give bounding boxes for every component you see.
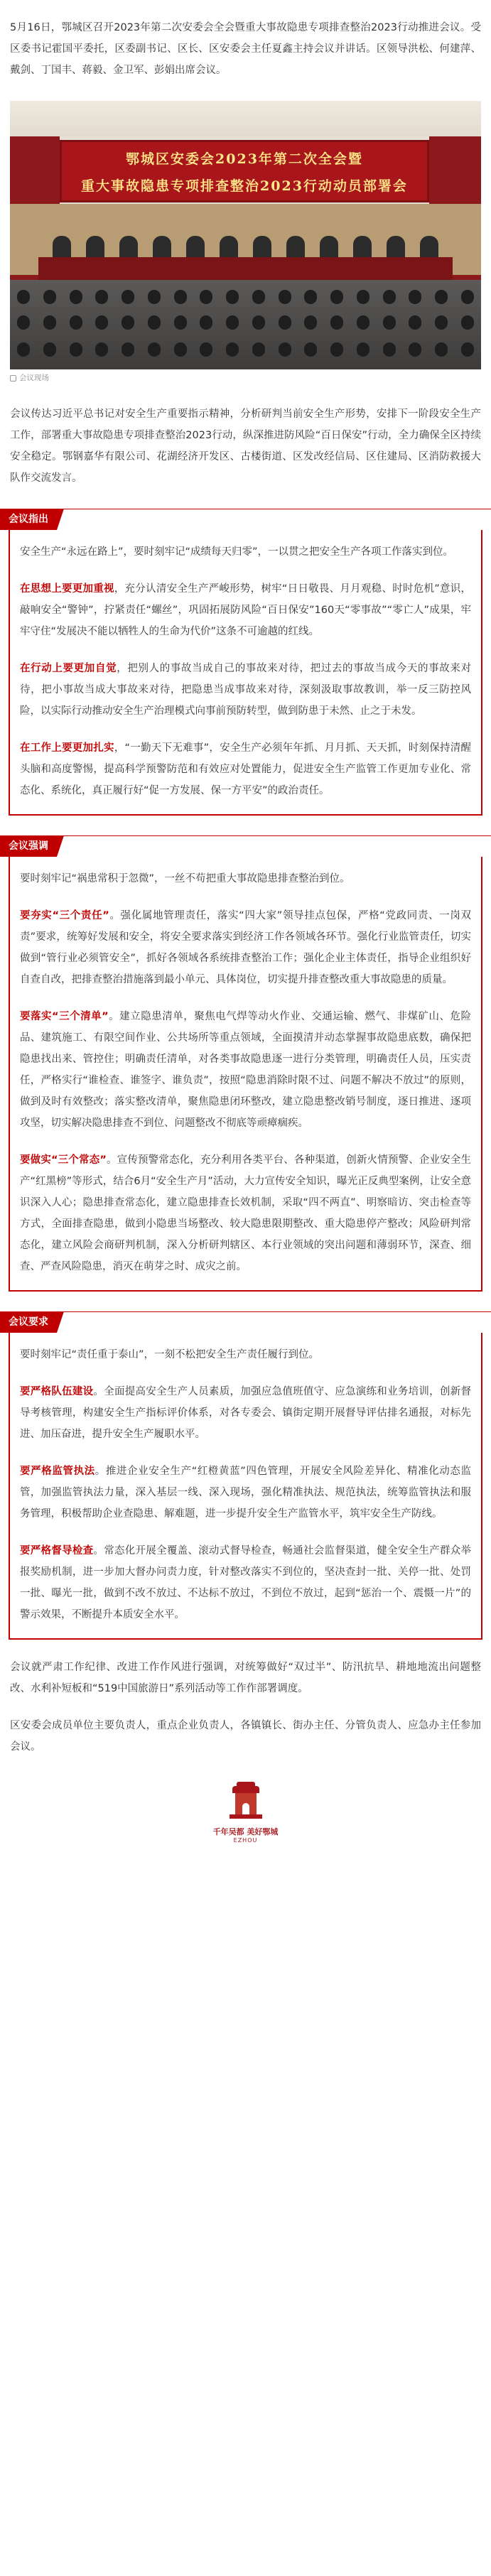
image-icon (10, 375, 16, 381)
section-intro-2: 要时刻牢记“祸患常积于忽微”，一丝不苟把重大事故隐患排查整治到位。 (20, 873, 350, 884)
section-2-item-1: 要夯实“三个责任”。强化属地管理责任，落实“四大家”领导挂点包保，严格“党政同责、一岗双责”要求，统筹好发展和安全，将安全要求落实到经济工作各领域各环节。强化行业监管责任，切实做到“管行业必须管安全”，抓好各领域各系统排查整治工作；强化企业主体责任，指导企业组织好自查自改，把排查整治措施落到最小单元、具体岗位，切实提升排查整改重大事故隐患的质量。 (20, 910, 471, 985)
section-1-item-3: 在工作上要更加扎实，“一勤天下无难事”，安全生产必须年年抓、月月抓、天天抓，时刻保持清醒头脑和高度警惕，提高科学预警防范和有效应对处置能力，促进安全生产监管工作更加专业化、常态化、系统化，真正履行好“促一方发展、保一方平安”的政治责任。 (20, 742, 471, 796)
banner-line-2: 重大事故隐患专项排查整治2023行动动员部署会 (81, 178, 408, 194)
section-header-3 (10, 1311, 481, 1333)
section-1-item-2: 在行动上要更加自觉，把别人的事故当成自己的事故来对待，把过去的事故当成今天的事故来对待，把小事故当成大事故来对待，把隐患当成事故来对待，深刻汲取事故教训，举一反三防控风险，以实际行动推动安全生产治理模式向事前预防转型，做到防患于未然、止之于未发。 (20, 663, 472, 717)
closing (10, 1657, 481, 1758)
section-box-3 (9, 1333, 482, 1640)
photo-banner (60, 140, 429, 202)
ezhou-logo (228, 1782, 264, 1824)
photo-ceiling (10, 101, 481, 136)
section-title-2: 会议强调 (0, 835, 57, 857)
footer-slogan: 千年吴都 美好鄂城 (212, 1827, 279, 1836)
section-header-1 (10, 509, 481, 530)
section-title-3: 会议要求 (0, 1311, 57, 1333)
intro-paragraph: 5月16日，鄂城区召开2023年第二次安委会全会暨重大事故隐患专项排查整治2023行动推进会议。受区委书记霍国平委托，区委副书记、区长、区安委会主任夏鑫主持会议并讲话。区领导洪松、何建萍、戴剑、丁国丰、蒋毅、金卫军、彭娟出席会议。 (10, 22, 481, 76)
section-box-1 (9, 530, 482, 816)
section-box-2 (9, 857, 482, 1292)
footer-sub: EZHOU (233, 1837, 258, 1844)
section-3-item-1: 要严格队伍建设。全面提高安全生产人员素质，加强应急值班值守、应急演练和业务培训，创新督导考核管理，构建安全生产指标评价体系，对各专委会、镇街定期开展督导评估排名通报，对标先进、加压奋进，提升安全生产履职水平。 (20, 1386, 472, 1440)
section-intro-1: 安全生产“永远在路上”，要时刻牢记“成绩每天归零”，一以贯之把安全生产各项工作落实到位。 (20, 546, 454, 558)
section-header-2 (10, 835, 481, 857)
section-3-item-3: 要严格督导检查。常态化开展全覆盖、滚动式督导检查，畅通社会监督渠道，健全安全生产群众举报奖励机制，进一步加大督办问责力度，针对整改落实不到位的，坚决查封一批、关停一批、处罚一批、曝光一批，做到不改不放过、不达标不放过，不到位不放过，起到“惩治一个、震慑一片”的警示效果，不断提升本质安全水平。 (20, 1545, 472, 1620)
closing-paragraph-1: 会议就严肃工作纪律、改进工作作风进行强调，对统筹做好“双过半”、防汛抗旱、耕地地流出问题整改、水利补短板和“519中国旅游日”系列活动等工作作部署调度。 (10, 1662, 481, 1694)
photo-rostrum-people (53, 236, 438, 260)
photo-rostrum-table (38, 257, 453, 280)
photo-caption-text: 会议现场 (19, 374, 49, 382)
section-1-item-1: 在思想上要更加重视，充分认清安全生产严峻形势，树牢“日日敬畏、月月观稳、时时危机”意识，敲响安全“警钟”，拧紧责任“螺丝”，巩固拓展防风险“百日保安”160天“零事故”“零亡人”成果，牢牢守住“发展决不能以牺牲人的生命为代价”这条不可逾越的红线。 (20, 583, 471, 637)
photo-audience (10, 280, 481, 369)
photo-caption (10, 372, 481, 384)
footer (10, 1782, 481, 1853)
summary-paragraph: 会议传达习近平总书记对安全生产重要指示精神，分析研判当前安全生产形势，安排下一阶段安全生产工作，部署重大事故隐患专项排查整治2023行动，纵深推进防风险“百日保安”行动，全力确保全区持续安全稳定。鄂钢嘉华有限公司、花湖经济开发区、古楼街道、区发改经信局、区住建局、区消防救援大队作交流发言。 (10, 408, 481, 484)
section-3-item-2: 要严格监管执法。推进企业安全生产“红橙黄蓝”四色管理，开展安全风险差异化、精准化动态监管，加强监管执法力量，深入基层一线、深入现场，强化精准执法、规范执法，统筹监管执法和服务管理，积极帮助企业查隐患、解难题，进一步提升安全生产监管水平，筑牢安全生产防线。 (20, 1466, 471, 1520)
section-2-item-3: 要做实“三个常态”。宣传预警常态化，充分利用各类平台、各种渠道，创新火情预警、企业安全生产“红黑榜”等形式，结合6月“安全生产月”活动，大力宣传安全知识，曝光正反典型案例，让安全意识深入人心；隐患排查常态化，建立隐患排查长效机制，采取“四不两直”、明察暗访、突击检查等方式，全面排查隐患，做到小隐患当场整改、较大隐患限期整改、重大隐患停产整改；风险研判常态化，建立风险会商研判机制，深入分析研判辖区、本行业领域的突出问题和薄弱环节，深查、细查、严查风险隐患，消灭在萌芽之时、成灾之前。 (20, 1154, 472, 1272)
banner-line-1: 鄂城区安委会2023年第二次全会暨 (126, 151, 363, 167)
section-intro-3: 要时刻牢记“责任重于泰山”，一刻不松把安全生产责任履行到位。 (20, 1349, 320, 1360)
section-title-1: 会议指出 (0, 509, 57, 530)
meeting-photo (10, 101, 481, 369)
closing-paragraph-2: 区安委会成员单位主要负责人，重点企业负责人，各镇镇长、街办主任、分管负责人、应急办主任参加会议。 (10, 1720, 481, 1753)
section-2-item-2: 要落实“三个清单”。建立隐患清单，聚焦电气焊等动火作业、交通运输、燃气、非煤矿山、危险品、建筑施工、有限空间作业、公共场所等重点领域，全面摸清并动态掌握事故隐患底数，确保把隐患找出来、管控住；明确责任清单，对各类事故隐患逐一进行分类管理，明确责任人员，压实责任，严格实行“谁检查、谁签字、谁负责”，按照“隐患消除时限不过、问题不解决不放过”的原则，做到及时有效整改；落实整改清单，聚焦隐患闭环整改，建立隐患整改销号制度，逐日推进、逐项攻坚，切实解决隐患排查不到位、问题整改不彻底等顽瘴痼疾。 (20, 1011, 472, 1129)
